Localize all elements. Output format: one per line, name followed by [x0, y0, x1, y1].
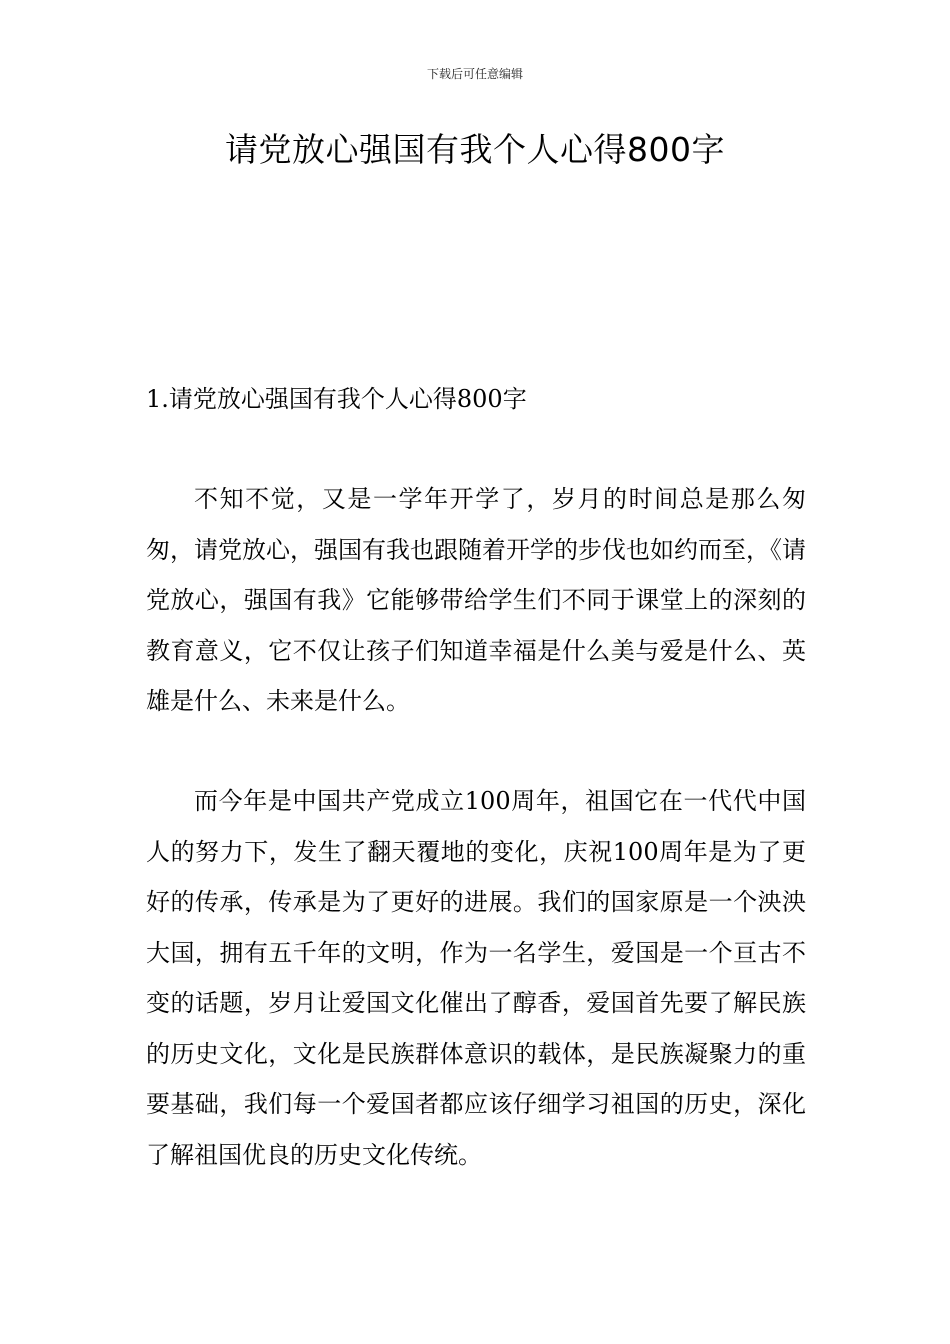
header-note: 下载后可任意编辑 [426, 67, 523, 81]
body-paragraph-1: 不知不觉，又是一学年开学了，岁月的时间总是那么匆匆，请党放心，强国有我也跟随着开学的步伐也如约而至，《请党放心，强国有我》它能够带给学生们不同于课堂上的深刻的教育意义，它不仅让孩子们知道幸福是什么美与爱是什么、英雄是什么、未来是什么。 [146, 485, 806, 715]
section-heading: 1.请党放心强国有我个人心得800字 [146, 385, 527, 413]
body-paragraph-2: 而今年是中国共产党成立100周年，祖国它在一代代中国人的努力下，发生了翻天覆地的变化，庆祝100周年是为了更好的传承，传承是为了更好的进展。我们的国家原是一个泱泱大国，拥有五千年的文明，作为一名学生，爱国是一个亘古不变的话题，岁月让爱国文化催出了醇香，爱国首先要了解民族的历史文化，文化是民族群体意识的载体，是民族凝聚力的重要基础，我们每一个爱国者都应该仔细学习祖国的历史，深化了解祖国优良的历史文化传统。 [146, 787, 806, 1169]
document-title: 请党放心强国有我个人心得800字 [225, 130, 725, 169]
